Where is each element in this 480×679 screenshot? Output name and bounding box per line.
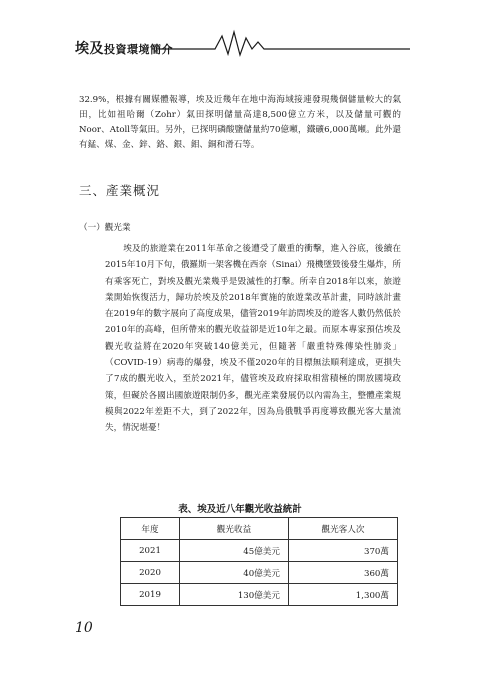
header-wave-line (160, 28, 410, 58)
table-cell-year: 2021 (121, 540, 180, 562)
tourism-paragraph (105, 241, 401, 437)
header-title-sub: 投資環境簡介 (104, 43, 173, 56)
page-number: 10 (75, 620, 93, 636)
tourism-revenue-table (120, 517, 398, 606)
table-row (121, 540, 398, 562)
table-header-year: 年度 (121, 518, 180, 540)
table-header-row (121, 518, 398, 540)
table-caption: 表、埃及近八年觀光收益統計 (178, 504, 302, 515)
header-title-main: 埃及 (75, 41, 104, 57)
table-cell-visitors: 1,300萬 (289, 584, 398, 606)
table-cell-revenue: 130億美元 (180, 584, 289, 606)
tourism-paragraph-text: 埃及的旅遊業在2011年革命之後遭受了嚴重的衝擊，進入谷底，後續在2015年10月下旬，俄羅斯一架客機在西奈（Sinai）飛機墜毀後發生爆炸，所有乘客死亡，對埃及觀光業幾乎是毀滅性的打擊。所幸自2018年以來，旅遊業開始恢復活力，歸功於埃及於2018年實施的旅遊業改革計畫，同時該計畫在2019年的數字展向了高度成果，儘管2019年訪問埃及的遊客人數仍然低於2010年的高峰，但所帶來的觀光收益卻是近10年之最。而原本專家預估埃及觀光收益將在2020年突破140億美元，但隨著「嚴重特殊傳染性肺炎」（COVID-19）病毒的爆發，埃及不僅2020年的目標無法順利達成，更損失了7成的觀光收入，至於2021年，儘管埃及政府採取相當積極的開放國境政策，但礙於各國出國旅遊限制仍多，觀光產業發展仍以內需為主，整體產業規模與2022年差距不大，到了2022年，因為烏俄戰爭再度導致觀光客大量流失，情況堪憂！ (105, 244, 401, 434)
header-title (75, 38, 173, 58)
subsection-title: （一）觀光業 (79, 223, 131, 233)
table-header-visitors: 觀光客人次 (289, 518, 398, 540)
table-row (121, 562, 398, 584)
table-row (121, 584, 398, 606)
table-cell-year: 2019 (121, 584, 180, 606)
table-cell-visitors: 360萬 (289, 562, 398, 584)
table-cell-revenue: 40億美元 (180, 562, 289, 584)
table-cell-visitors: 370萬 (289, 540, 398, 562)
table-cell-year: 2020 (121, 562, 180, 584)
intro-paragraph: 32.9%，根據有關媒體報導，埃及近幾年在地中海海域接連發現幾個儲量較大的氣田，比如祖哈爾（Zohr）氣田探明儲量高達8,500億立方米，以及儲量可觀的Noor、Atoll等氣田。另外，已探明磷酸鹽儲量約70億噸，鐵礦6,000萬噸。此外還有錳、煤、金、鋅、鉻、銀、鉬、銅和滑石等。 (79, 95, 401, 150)
section-title: 三、產業概況 (79, 183, 161, 198)
table-header-revenue: 觀光收益 (180, 518, 289, 540)
table-cell-revenue: 45億美元 (180, 540, 289, 562)
